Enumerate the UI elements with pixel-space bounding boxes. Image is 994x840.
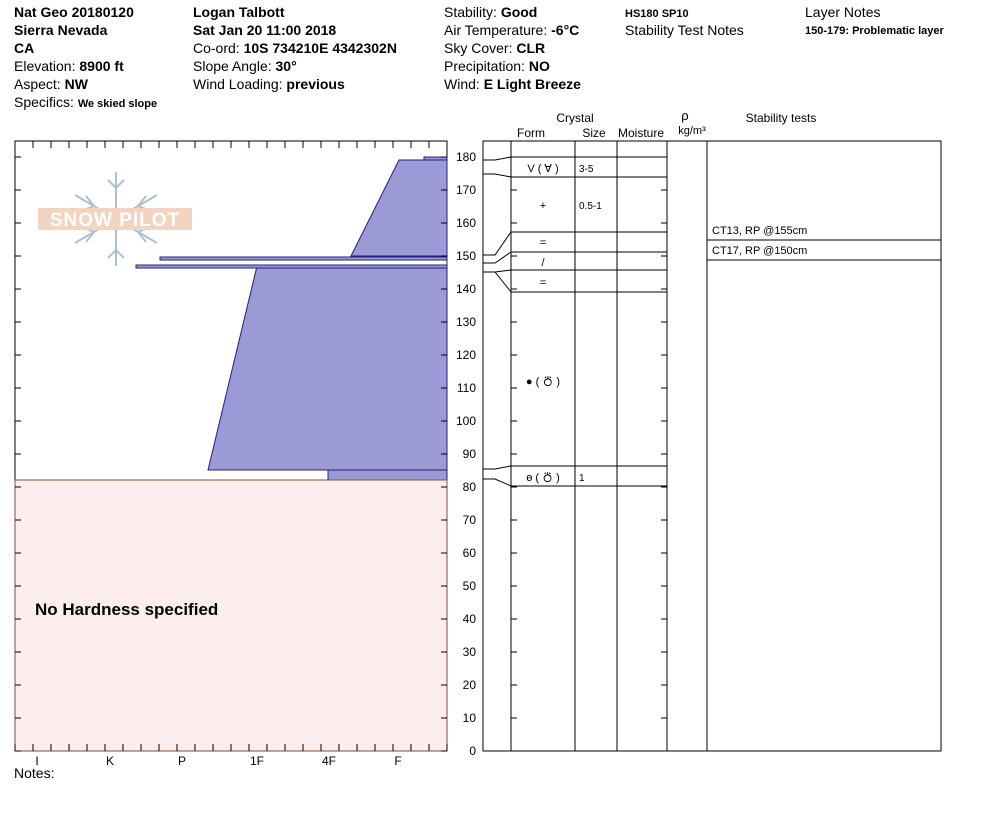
coord-label: Co-ord: <box>193 40 240 56</box>
depth-tick-label: 20 <box>462 678 476 692</box>
range-name: Sierra Nevada <box>14 22 108 38</box>
depth-tick-label: 170 <box>455 183 476 197</box>
wind-loading-value: previous <box>286 76 345 92</box>
hardness-label: 4F <box>321 754 337 768</box>
form-header: Form <box>517 126 545 140</box>
depth-tick-label: 110 <box>456 381 476 395</box>
aspect-value: NW <box>64 76 88 92</box>
layer-connector <box>483 157 511 160</box>
depth-tick-label: 100 <box>455 414 476 428</box>
wind-label: Wind: <box>444 76 480 92</box>
stability-notes-title: Stability Test Notes <box>625 22 744 38</box>
stability-test-label: CT17, RP @150cm <box>712 245 808 257</box>
precip-value: NO <box>528 58 550 74</box>
pit-title: Nat Geo 20180120 <box>14 4 134 20</box>
hardness-panel <box>15 141 447 751</box>
layer-note-1: 150-179: Problematic layer <box>805 25 944 37</box>
depth-tick-label: 60 <box>462 546 476 560</box>
hs-label: HS180 SP10 <box>625 8 689 20</box>
wind-value: E Light Breeze <box>483 76 581 92</box>
hardness-label: I <box>35 754 39 768</box>
aspect-label: Aspect: <box>14 76 61 92</box>
depth-tick-label: 0 <box>469 744 476 758</box>
rho-header: ρ <box>681 108 689 123</box>
layer-form: V ( ∀ ) <box>527 163 559 175</box>
wind-loading-label: Wind Loading: <box>193 76 283 92</box>
depth-tick-label: 140 <box>455 282 476 296</box>
layer-form: ө ( ⛣ ) <box>526 472 560 484</box>
notes-label: Notes: <box>14 765 55 781</box>
specifics-value: We skied slope <box>77 98 158 110</box>
layer-form: ● ( ⛣ ) <box>525 376 561 388</box>
slope-value: 30° <box>275 58 297 74</box>
density-unit-header: kg/m³ <box>678 125 706 137</box>
stability-label: Stability: <box>444 4 497 20</box>
depth-tick-label: 160 <box>455 216 476 230</box>
depth-tick-label: 180 <box>455 150 476 164</box>
hardness-label: P <box>177 754 187 768</box>
air-temp-label: Air Temperature: <box>444 22 548 38</box>
layer-connector <box>483 252 511 263</box>
moisture-header: Moisture <box>617 126 665 140</box>
observer-name: Logan Talbott <box>193 4 285 20</box>
layer-connector <box>483 479 511 486</box>
size-header: Size <box>582 126 606 140</box>
state-name: CA <box>14 40 35 56</box>
layer-form: = <box>539 277 547 289</box>
hardness-bar-155 <box>160 257 447 260</box>
layer-size: 1 <box>579 473 585 484</box>
depth-tick-label: 70 <box>462 513 476 527</box>
depth-tick-label: 90 <box>462 447 476 461</box>
observation-datetime: Sat Jan 20 11:00 2018 <box>193 22 337 38</box>
hardness-label: 1F <box>249 754 265 768</box>
stability-value: Good <box>500 4 538 20</box>
stability-test-rows <box>707 225 941 260</box>
elevation-value: 8900 ft <box>79 58 124 74</box>
logo-text: SNOW PILOT <box>49 210 181 231</box>
layer-connector <box>483 174 511 177</box>
no-hardness-text: No Hardness specified <box>35 600 219 619</box>
layer-size: 3-5 <box>579 164 594 175</box>
depth-tick-label: 50 <box>462 579 476 593</box>
stability-test-label: CT13, RP @155cm <box>712 225 808 237</box>
depth-tick-label: 10 <box>462 711 476 725</box>
hardness-label: F <box>394 754 402 768</box>
depth-tick-label: 130 <box>455 315 476 329</box>
layer-connector <box>483 232 511 255</box>
hardness-axis <box>35 754 401 768</box>
depth-tick-label: 120 <box>455 348 476 362</box>
hardness-label: K <box>105 754 115 768</box>
sky-value: CLR <box>516 40 546 56</box>
hardness-bar-150 <box>136 265 447 268</box>
sky-label: Sky Cover: <box>444 40 513 56</box>
depth-tick-label: 80 <box>462 480 476 494</box>
layer-connector <box>483 466 511 469</box>
depth-tick-label: 150 <box>455 249 476 263</box>
precip-label: Precipitation: <box>444 58 525 74</box>
coord-value: 10S 734210E 4342302N <box>243 40 397 56</box>
layer-form: = <box>539 237 547 249</box>
layer-notes-title: Layer Notes <box>805 4 881 20</box>
layer-connector <box>483 272 511 292</box>
depth-tick-label: 30 <box>462 645 476 659</box>
elevation-label: Elevation: <box>14 58 76 74</box>
air-temp-value: -6°C <box>551 22 580 38</box>
crystal-header: Crystal <box>556 111 594 125</box>
layer-size: 0.5-1 <box>579 201 602 212</box>
layer-form: + <box>539 200 547 212</box>
layer-form: / <box>541 257 545 269</box>
depth-tick-label: 40 <box>462 612 476 626</box>
specifics-label: Specifics: <box>14 94 74 110</box>
slope-label: Slope Angle: <box>193 58 272 74</box>
stability-tests-header: Stability tests <box>745 111 817 125</box>
